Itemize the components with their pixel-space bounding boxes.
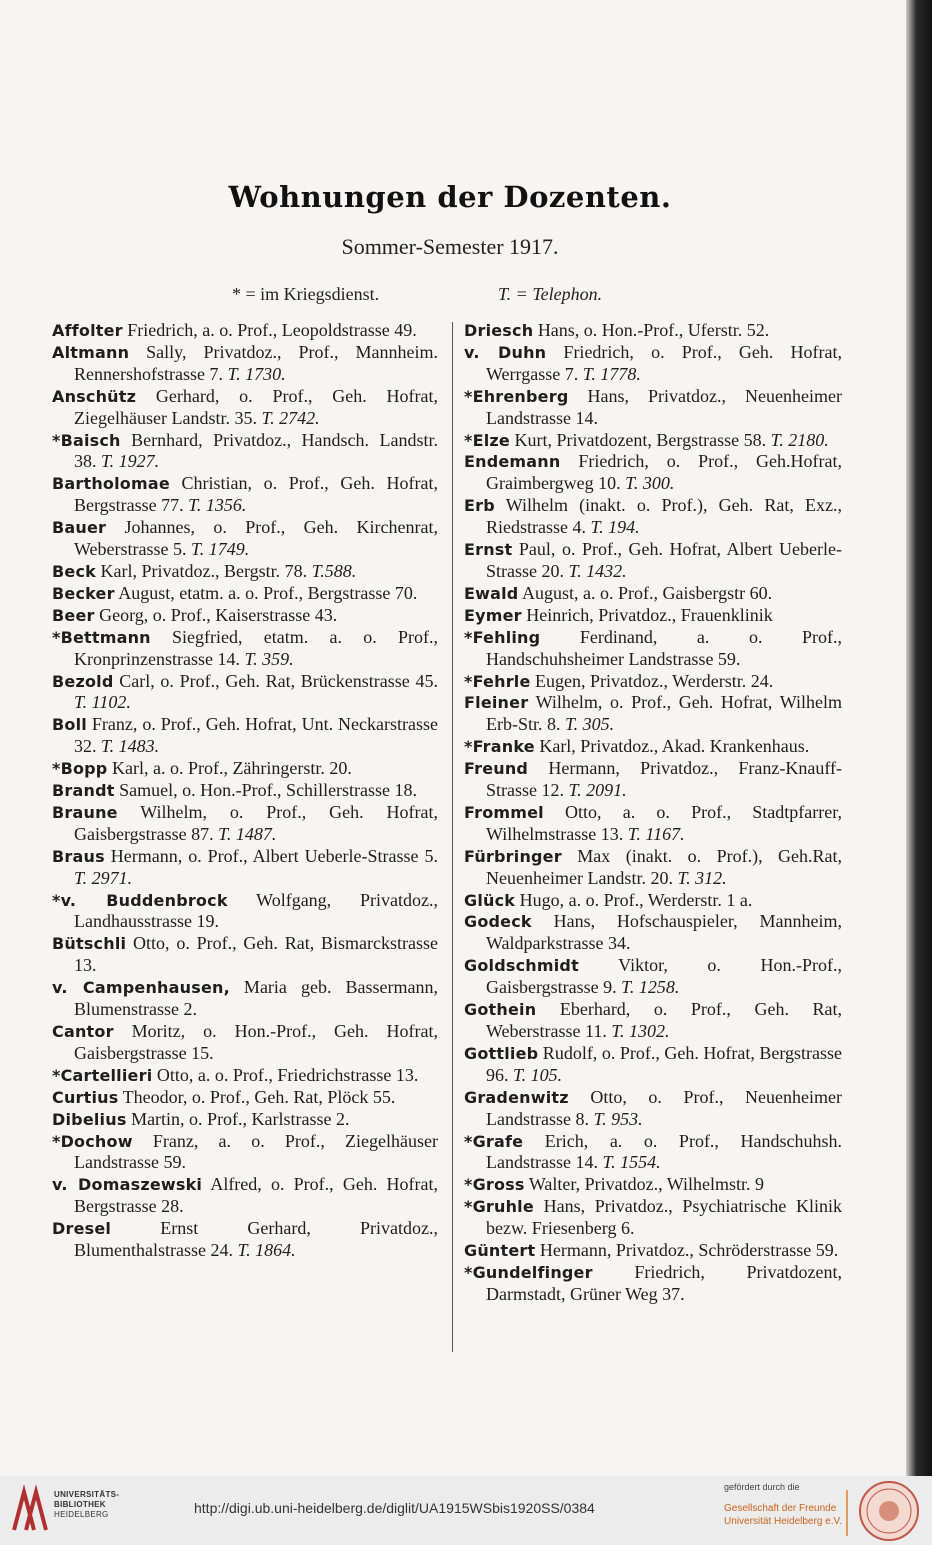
directory-entry bbox=[464, 802, 842, 846]
entry-details: Walter, Privatdoz., Wilhelmstr. 9 bbox=[524, 1174, 765, 1195]
entry-telephone: T. 312. bbox=[677, 867, 727, 888]
entry-name: v. Duhn bbox=[464, 342, 547, 362]
entry-telephone: T. 1167. bbox=[627, 823, 685, 844]
directory-entry bbox=[52, 583, 438, 605]
entry-details: Gerhard, o. Prof., Geh. Hofrat, Ziegelhäuser Landstr. 35. bbox=[74, 385, 438, 428]
entry-details: Franz, o. Prof., Geh. Hofrat, Unt. Neckarstrasse 32. bbox=[74, 714, 438, 757]
entry-name: *Elze bbox=[464, 430, 510, 450]
directory-entry bbox=[52, 605, 438, 627]
directory-entry bbox=[464, 999, 842, 1043]
entry-details: Ferdinand, a. o. Prof., Handschuhsheimer Landstrasse 59. bbox=[486, 626, 842, 669]
entry-details: Otto, o. Prof., Neuenheimer Landstrasse 8. bbox=[486, 1086, 842, 1129]
entry-details: Erich, a. o. Prof., Handschuhsh. Landstrasse 14. bbox=[486, 1130, 842, 1173]
entry-details: August, a. o. Prof., Gaisbergstr 60. bbox=[518, 582, 773, 603]
entry-telephone: T. 1487. bbox=[218, 823, 277, 844]
entry-name: Frommel bbox=[464, 802, 544, 822]
entry-name: *Bettmann bbox=[52, 627, 151, 647]
directory-entry bbox=[464, 1262, 842, 1306]
page-edge bbox=[906, 0, 932, 1476]
entry-telephone: T. 359. bbox=[244, 648, 294, 669]
entry-name: Fürbringer bbox=[464, 846, 562, 866]
entry-name: Bütschli bbox=[52, 934, 127, 954]
directory-entry bbox=[52, 561, 438, 583]
directory-entry bbox=[464, 1087, 842, 1131]
directory-entry bbox=[464, 451, 842, 495]
legend-telephon: T. = Telephon. bbox=[498, 284, 603, 304]
entry-details: Wilhelm, o. Prof., Geh. Hofrat, Gaisbergstrasse 87. bbox=[74, 801, 438, 844]
column-divider bbox=[452, 322, 453, 1352]
directory-entry bbox=[52, 933, 438, 977]
entry-telephone: T. 1554. bbox=[602, 1152, 661, 1173]
entry-details: Eugen, Privatdoz., Werderstr. 24. bbox=[530, 670, 774, 691]
entry-details: Hans, Privatdoz., Psychiatrische Klinik bezw. Friesenberg 6. bbox=[486, 1196, 842, 1239]
directory-entry bbox=[464, 692, 842, 736]
entry-name: Güntert bbox=[464, 1241, 536, 1261]
entry-name: Bezold bbox=[52, 671, 114, 691]
semester-heading: Sommer-Semester 1917. bbox=[341, 234, 559, 259]
entry-name: *Bopp bbox=[52, 759, 108, 779]
entry-details: Maria geb. Bassermann, Blumenstrasse 2. bbox=[74, 977, 438, 1020]
entry-telephone: T. 105. bbox=[513, 1064, 563, 1085]
directory-entry bbox=[52, 714, 438, 758]
directory-entry bbox=[52, 1174, 438, 1218]
directory-entry bbox=[464, 1174, 842, 1196]
entry-name: Goldschmidt bbox=[464, 956, 579, 976]
entry-name: Cantor bbox=[52, 1022, 114, 1041]
directory-entry bbox=[464, 846, 842, 890]
entry-details: Johannes, o. Prof., Geh. Kirchenrat, Weberstrasse 5. bbox=[74, 517, 438, 560]
directory-entry bbox=[52, 890, 438, 934]
entry-telephone: T. 2742. bbox=[261, 407, 320, 428]
entry-details: Martin, o. Prof., Karlstrasse 2. bbox=[126, 1108, 350, 1129]
entry-name: Beck bbox=[52, 561, 96, 581]
left-column bbox=[52, 320, 438, 1262]
entry-name: Erb bbox=[464, 496, 495, 516]
entry-details: Friedrich, Privatdozent, Darmstadt, Grüner Weg 37. bbox=[486, 1261, 842, 1304]
entry-details: Friedrich, o. Prof., Geh.Hofrat, Graimbergweg 10. bbox=[486, 451, 842, 494]
entry-name: Affolter bbox=[52, 321, 123, 340]
entry-name: v. Campenhausen, bbox=[52, 978, 230, 998]
directory-entry bbox=[464, 758, 842, 802]
entry-name: Glück bbox=[464, 890, 516, 910]
entry-details: Otto, o. Prof., Geh. Rat, Bismarckstrasse 13. bbox=[74, 933, 438, 976]
entry-details: August, etatm. a. o. Prof., Bergstrasse 70. bbox=[114, 582, 418, 603]
entry-details: Rudolf, o. Prof., Geh. Hofrat, Bergstrasse 96. bbox=[486, 1042, 842, 1085]
entry-details: Carl, o. Prof., Geh. Rat, Brückenstrasse 45. bbox=[113, 670, 438, 691]
directory-entry bbox=[52, 627, 438, 671]
entry-name: *Fehling bbox=[464, 627, 541, 647]
sponsor-divider bbox=[846, 1490, 848, 1536]
entry-name: Dresel bbox=[52, 1219, 112, 1239]
entry-details: Samuel, o. Hon.-Prof., Schillerstrasse 18. bbox=[114, 780, 418, 801]
directory-entry bbox=[464, 386, 842, 430]
entry-details: Georg, o. Prof., Kaiserstrasse 43. bbox=[94, 604, 338, 625]
entry-name: Boll bbox=[52, 715, 87, 735]
source-url-link[interactable]: http://digi.ub.uni-heidelberg.de/diglit/UA1915WSbis1920SS/0384 bbox=[194, 1500, 595, 1516]
directory-entry bbox=[464, 671, 842, 693]
entry-details: Karl, Privatdoz., Akad. Krankenhaus. bbox=[534, 736, 810, 757]
directory-entry bbox=[464, 1131, 842, 1175]
directory-entry bbox=[52, 320, 438, 342]
entry-name: Gothein bbox=[464, 1000, 537, 1020]
entry-details: Wilhelm (inakt. o. Prof.), Geh. Rat, Exz., Riedstrasse 4. bbox=[486, 495, 842, 538]
entry-name: Braune bbox=[52, 802, 118, 822]
entry-name: *Franke bbox=[464, 737, 535, 757]
directory-entry bbox=[464, 539, 842, 583]
directory-entry bbox=[464, 736, 842, 758]
sponsor-label: gefördert durch die bbox=[724, 1482, 800, 1492]
entry-details: Hermann, Privatdoz., Franz-Knauff-Strasse 12. bbox=[486, 758, 842, 801]
entry-details: Hans, Hofschauspieler, Mannheim, Waldparkstrasse 34. bbox=[486, 911, 842, 954]
entry-name: Altmann bbox=[52, 342, 130, 362]
directory-entry bbox=[52, 1109, 438, 1131]
entry-name: Anschütz bbox=[52, 386, 137, 406]
entry-name: Gradenwitz bbox=[464, 1087, 569, 1107]
entry-telephone: T. 1864. bbox=[237, 1240, 296, 1261]
directory-entry bbox=[52, 1087, 438, 1109]
entry-name: Freund bbox=[464, 759, 529, 779]
entry-details: Otto, a. o. Prof., Stadtpfarrer, Wilhelmstrasse 13. bbox=[486, 801, 842, 844]
entry-details: Wolfgang, Privatdoz., Landhausstrasse 19. bbox=[74, 889, 438, 932]
entry-name: Ewald bbox=[464, 583, 519, 603]
entry-details: Eberhard, o. Prof., Geh. Rat, Weberstrasse 11. bbox=[486, 999, 842, 1041]
entry-name: *Gundelfinger bbox=[464, 1262, 593, 1282]
entry-name: Driesch bbox=[464, 321, 534, 340]
entry-details: Bernhard, Privatdoz., Handsch. Landstr. 38. bbox=[74, 429, 438, 472]
entry-telephone: T. 1258. bbox=[621, 977, 680, 998]
directory-entry bbox=[52, 1218, 438, 1262]
directory-entry bbox=[464, 627, 842, 671]
entry-details: Sally, Privatdoz., Prof., Mannheim. Rennershofstrasse 7. bbox=[74, 341, 438, 384]
entry-details: Friedrich, o. Prof., Geh. Hofrat, Werrgasse 7. bbox=[486, 341, 842, 384]
entry-details: Hugo, a. o. Prof., Werderstr. 1 a. bbox=[515, 889, 753, 910]
entry-telephone: T. 1730. bbox=[227, 363, 286, 384]
entry-telephone: T. 2091. bbox=[568, 780, 627, 801]
directory-entry bbox=[464, 430, 842, 452]
directory-entry bbox=[464, 583, 842, 605]
entry-details: Kurt, Privatdozent, Bergstrasse 58. bbox=[509, 429, 771, 450]
directory-entry bbox=[464, 890, 842, 912]
entry-name: Endemann bbox=[464, 452, 561, 472]
directory-entry bbox=[52, 671, 438, 715]
entry-details: Otto, a. o. Prof., Friedrichstrasse 13. bbox=[152, 1064, 419, 1085]
entry-name: *Ehrenberg bbox=[464, 386, 569, 406]
entry-telephone: T.588. bbox=[311, 560, 357, 581]
directory-entry bbox=[52, 473, 438, 517]
directory-entry bbox=[464, 320, 842, 342]
entry-details: Wilhelm, o. Prof., Geh. Hofrat, Wilhelm Erb-Str. 8. bbox=[486, 692, 842, 735]
directory-entry bbox=[52, 802, 438, 846]
directory-entry bbox=[464, 911, 842, 955]
library-logo-icon bbox=[10, 1484, 50, 1536]
directory-entry bbox=[52, 386, 438, 430]
legend-war-service: * = im Kriegsdienst. bbox=[232, 284, 380, 304]
entry-details: Hans, o. Hon.-Prof., Uferstr. 52. bbox=[533, 320, 770, 340]
entry-name: Curtius bbox=[52, 1087, 119, 1107]
entry-details: Max (inakt. o. Prof.), Geh.Rat, Neuenheimer Landstr. 20. bbox=[486, 845, 842, 888]
right-column bbox=[464, 320, 842, 1306]
directory-entry bbox=[52, 342, 438, 386]
directory-entry bbox=[52, 517, 438, 561]
entry-name: *Gruhle bbox=[464, 1197, 534, 1217]
directory-entry bbox=[464, 1043, 842, 1087]
entry-details: Franz, a. o. Prof., Ziegelhäuser Landstrasse 59. bbox=[74, 1130, 438, 1173]
entry-name: Godeck bbox=[464, 912, 532, 932]
entry-name: Ernst bbox=[464, 540, 513, 560]
entry-details: Moritz, o. Hon.-Prof., Geh. Hofrat, Gaisbergstrasse 15. bbox=[74, 1021, 438, 1063]
directory-entry bbox=[52, 1065, 438, 1087]
entry-name: *Gross bbox=[464, 1175, 525, 1195]
entry-name: *Dochow bbox=[52, 1131, 133, 1151]
sponsor-line2: Universität Heidelberg e.V. bbox=[724, 1516, 843, 1527]
entry-name: Bauer bbox=[52, 518, 107, 538]
entry-name: Bartholomae bbox=[52, 474, 170, 494]
entry-name: *Baisch bbox=[52, 430, 121, 450]
entry-details: Alfred, o. Prof., Geh. Hofrat, Bergstrasse 28. bbox=[74, 1174, 438, 1217]
directory-entry bbox=[464, 342, 842, 386]
library-name bbox=[54, 1490, 119, 1520]
directory-entry bbox=[464, 1196, 842, 1240]
entry-details: Siegfried, etatm. a. o. Prof., Kronprinzenstrasse 14. bbox=[74, 626, 438, 669]
entry-telephone: T. 2971. bbox=[74, 867, 133, 888]
entry-name: *Fehrle bbox=[464, 671, 531, 691]
entry-details: Ernst Gerhard, Privatdoz., Blumenthalstrasse 24. bbox=[74, 1218, 438, 1261]
entry-name: Dibelius bbox=[52, 1109, 127, 1129]
directory-entry bbox=[52, 1131, 438, 1175]
directory-entry bbox=[52, 780, 438, 802]
directory-entry bbox=[52, 430, 438, 474]
footer-bar bbox=[0, 1476, 932, 1545]
directory-entry bbox=[464, 495, 842, 539]
entry-telephone: T. 1749. bbox=[191, 539, 250, 560]
entry-telephone: T. 1432. bbox=[568, 560, 627, 581]
entry-name: Gottlieb bbox=[464, 1043, 539, 1063]
entry-details: Theodor, o. Prof., Geh. Rat, Plöck 55. bbox=[118, 1086, 396, 1107]
entry-telephone: T. 1483. bbox=[101, 736, 160, 757]
directory-entry bbox=[464, 605, 842, 627]
page-title: Wohnungen der Dozenten. bbox=[228, 180, 672, 214]
entry-name: Eymer bbox=[464, 605, 522, 625]
entry-details: Viktor, o. Hon.-Prof., Gaisbergstrasse 9. bbox=[486, 955, 842, 998]
entry-details: Hermann, o. Prof., Albert Ueberle-Strasse 5. bbox=[104, 845, 438, 866]
entry-name: *v. Buddenbrock bbox=[52, 890, 228, 910]
entry-details: Christian, o. Prof., Geh. Hofrat, Bergstrasse 77. bbox=[74, 473, 438, 516]
entry-details: Paul, o. Prof., Geh. Hofrat, Albert Ueberle-Strasse 20. bbox=[486, 539, 842, 581]
directory-entry bbox=[52, 758, 438, 780]
entry-name: Brandt bbox=[52, 781, 115, 801]
university-seal-icon bbox=[858, 1480, 920, 1542]
entry-telephone: T. 1778. bbox=[582, 363, 641, 384]
sponsor-name bbox=[724, 1502, 842, 1528]
entry-details: Karl, a. o. Prof., Zähringerstr. 20. bbox=[107, 758, 352, 779]
entry-telephone: T. 305. bbox=[565, 714, 615, 735]
directory-entry bbox=[464, 955, 842, 999]
entry-details: Heinrich, Privatdoz., Frauenklinik bbox=[521, 604, 773, 625]
entry-telephone: T. 300. bbox=[625, 473, 675, 494]
entry-name: v. Domaszewski bbox=[52, 1175, 203, 1195]
directory-entry bbox=[52, 977, 438, 1021]
library-name-line1: UNIVERSITÄTS- bbox=[54, 1490, 120, 1499]
entry-details: Hans, Privatdoz., Neuenheimer Landstrasse 14. bbox=[486, 385, 842, 428]
sponsor-line1: Gesellschaft der Freunde bbox=[724, 1503, 837, 1514]
entry-telephone: T. 2180. bbox=[770, 429, 829, 450]
entry-name: Beer bbox=[52, 605, 95, 625]
directory-entry bbox=[52, 1021, 438, 1065]
entry-telephone: T. 1102. bbox=[74, 692, 131, 713]
entry-telephone: T. 953. bbox=[593, 1108, 643, 1129]
entry-telephone: T. 194. bbox=[590, 517, 640, 538]
entry-name: *Cartellieri bbox=[52, 1065, 153, 1085]
entry-telephone: T. 1927. bbox=[101, 451, 160, 472]
entry-details: Hermann, Privatdoz., Schröderstrasse 59. bbox=[535, 1240, 839, 1261]
entry-telephone: T. 1302. bbox=[611, 1021, 670, 1041]
entry-name: *Grafe bbox=[464, 1131, 524, 1151]
entry-telephone: T. 1356. bbox=[188, 495, 247, 516]
library-name-line3: HEIDELBERG bbox=[54, 1510, 109, 1519]
directory-entry bbox=[464, 1240, 842, 1262]
directory-entry bbox=[52, 846, 438, 890]
entry-details: Friedrich, a. o. Prof., Leopoldstrasse 49. bbox=[122, 320, 417, 340]
entry-details: Karl, Privatdoz., Bergstr. 78. bbox=[95, 560, 312, 581]
entry-name: Braus bbox=[52, 846, 105, 866]
entry-name: Becker bbox=[52, 583, 115, 603]
library-name-line2: BIBLIOTHEK bbox=[54, 1500, 106, 1509]
entry-name: Fleiner bbox=[464, 693, 529, 713]
